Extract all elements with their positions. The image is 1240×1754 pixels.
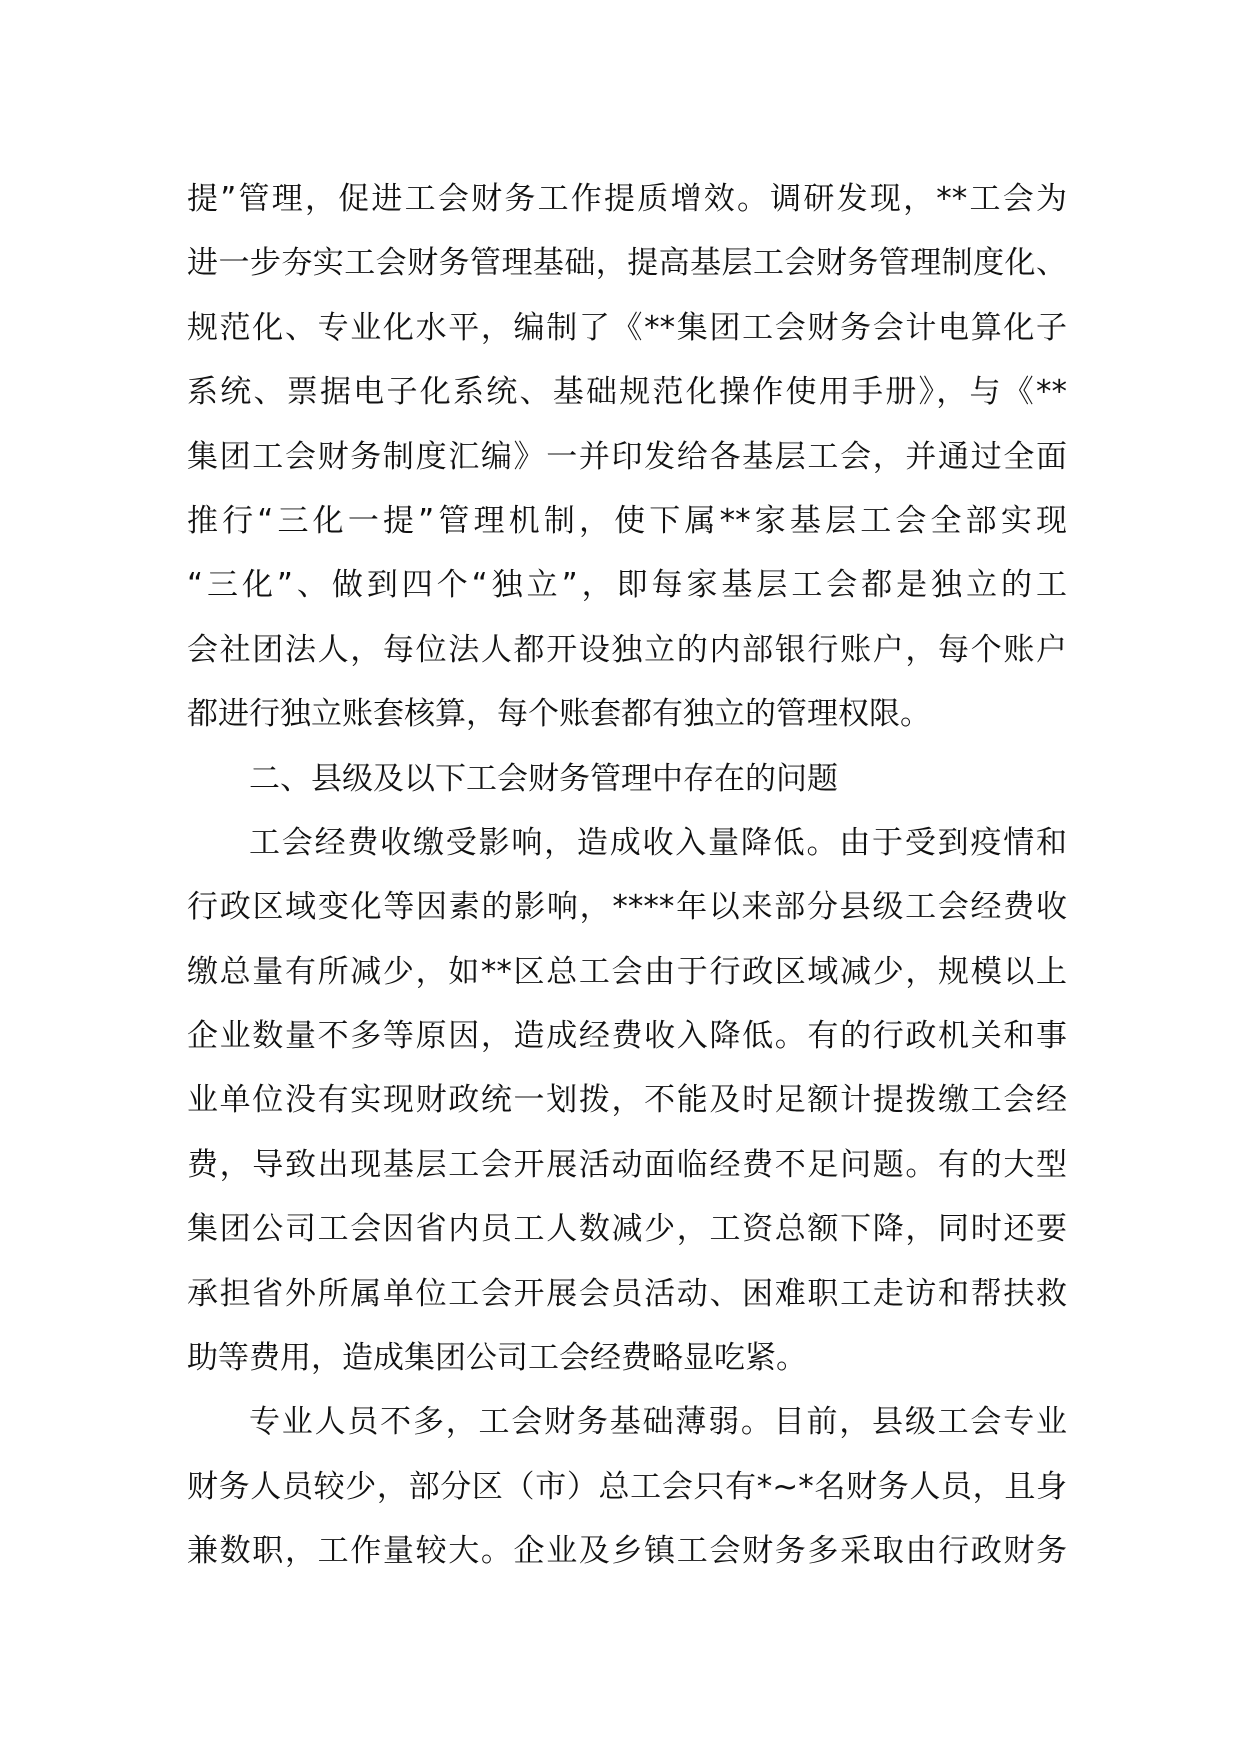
text-line: 进一步夯实工会财务管理基础，提高基层工会财务管理制度化、 <box>187 245 1067 282</box>
text-line: 业单位没有实现财政统一划拨，不能及时足额计提拨缴工会经 <box>187 1082 1067 1119</box>
text-line: 专业人员不多，工会财务基础薄弱。目前，县级工会专业 <box>249 1404 1067 1441</box>
text-line: 工会经费收缴受影响，造成收入量降低。由于受到疫情和 <box>249 824 1067 861</box>
text-line: 承担省外所属单位工会开展会员活动、困难职工走访和帮扶救 <box>187 1275 1067 1312</box>
text-line: 缴总量有所减少，如**区总工会由于行政区域减少，规模以上 <box>187 953 1067 990</box>
text-line: 费，导致出现基层工会开展活动面临经费不足问题。有的大型 <box>187 1146 1067 1183</box>
text-line: 规范化、专业化水平，编制了《**集团工会财务会计电算化子 <box>187 309 1067 346</box>
text-line: 都进行独立账套核算，每个账套都有独立的管理权限。 <box>187 696 931 733</box>
document-body <box>187 167 1067 1584</box>
text-line: 集团公司工会因省内员工人数减少，工资总额下降，同时还要 <box>187 1211 1067 1248</box>
text-line: 企业数量不多等原因，造成经费收入降低。有的行政机关和事 <box>187 1018 1067 1055</box>
text-line: 财务人员较少，部分区（市）总工会只有*~*名财务人员，且身 <box>187 1468 1067 1505</box>
text-line: 兼数职，工作量较大。企业及乡镇工会财务多采取由行政财务 <box>187 1533 1067 1570</box>
text-line: 集团工会财务制度汇编》一并印发给各基层工会，并通过全面 <box>187 438 1067 475</box>
text-line: 行政区域变化等因素的影响，****年以来部分县级工会经费收 <box>187 889 1067 926</box>
text-line: 会社团法人，每位法人都开设独立的内部银行账户，每个账户 <box>187 631 1067 668</box>
text-line: 提”管理，促进工会财务工作提质增效。调研发现，**工会为 <box>187 181 1067 217</box>
text-line: 系统、票据电子化系统、基础规范化操作使用手册》，与《** <box>187 374 1067 411</box>
text-line: “三化”、做到四个“独立”，即每家基层工会都是独立的工 <box>187 567 1067 604</box>
text-line: 二、县级及以下工会财务管理中存在的问题 <box>249 760 838 797</box>
text-line: 助等费用，造成集团公司工会经费略显吃紧。 <box>187 1340 807 1377</box>
text-line: 推行“三化一提”管理机制，使下属**家基层工会全部实现 <box>187 502 1067 539</box>
